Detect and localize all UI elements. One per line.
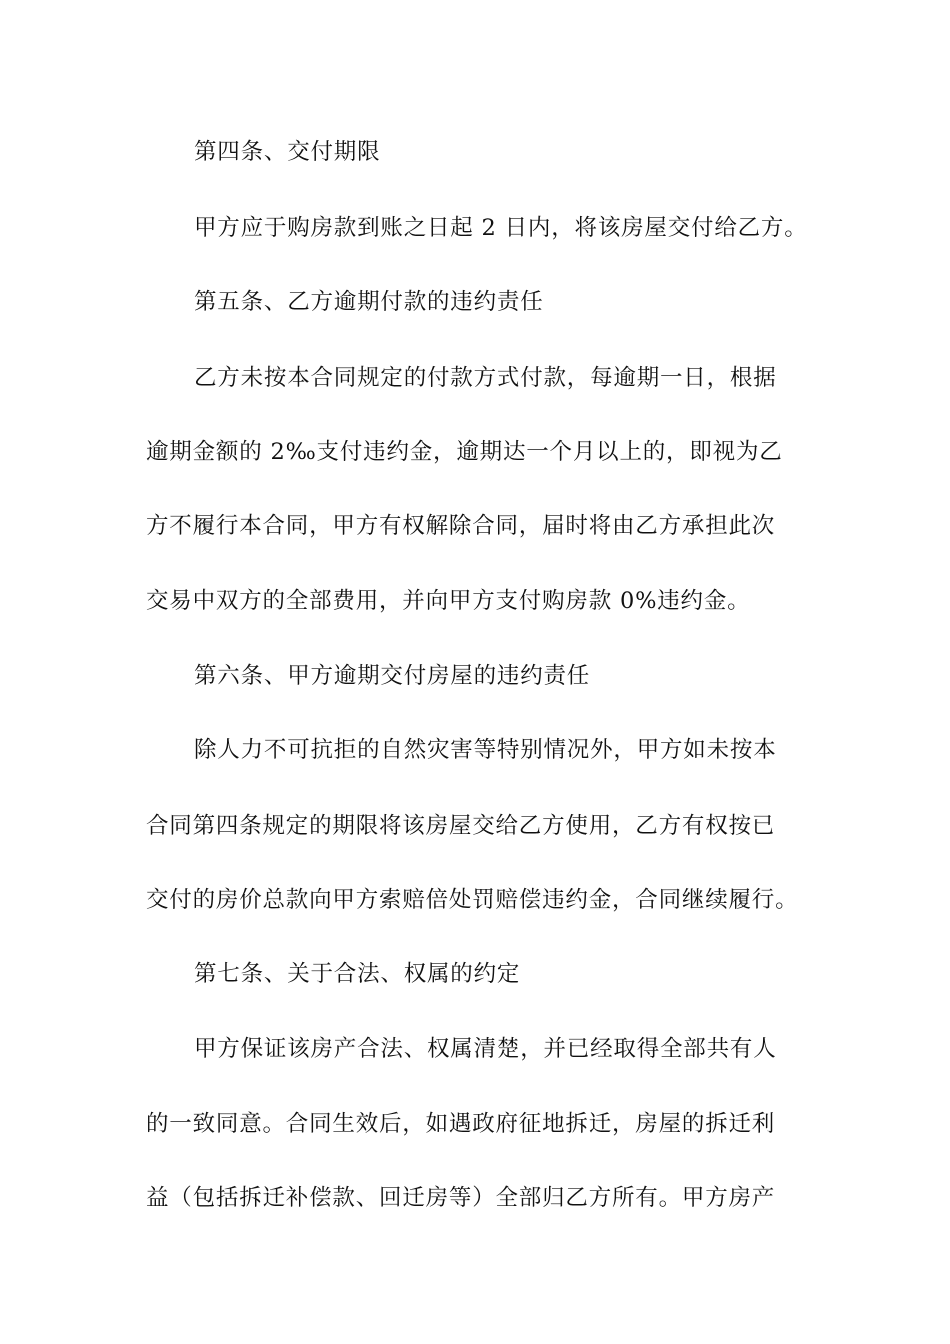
- article-6-heading: 第六条、甲方逾期交付房屋的违约责任: [194, 663, 591, 689]
- article-5-text-line-3: 方不履行本合同，甲方有权解除合同，届时将由乙方承担此次: [146, 513, 776, 539]
- article-5-heading: 第五条、乙方逾期付款的违约责任: [194, 289, 544, 315]
- article-6-text-line-1: 除人力不可抗拒的自然灾害等特别情况外，甲方如未按本: [194, 737, 777, 763]
- article-4-text: 甲方应于购房款到账之日起 2 日内，将该房屋交付给乙方。: [194, 215, 808, 241]
- article-5-text-line-2: 逾期金额的 2‰支付违约金，逾期达一个月以上的，即视为乙: [146, 439, 783, 465]
- article-6-text-line-3: 交付的房价总款向甲方索赔倍处罚赔偿违约金，合同继续履行。: [146, 887, 799, 913]
- article-5-text-line-1: 乙方未按本合同规定的付款方式付款，每逾期一日，根据: [194, 365, 777, 391]
- article-7-text-line-2: 的一致同意。合同生效后，如遇政府征地拆迁，房屋的拆迁利: [146, 1111, 776, 1137]
- article-4-heading: 第四条、交付期限: [194, 139, 381, 165]
- article-7-heading: 第七条、关于合法、权属的约定: [194, 961, 521, 987]
- article-6-text-line-2: 合同第四条规定的期限将该房屋交给乙方使用，乙方有权按已: [146, 813, 776, 839]
- article-7-text-line-3: 益（包括拆迁补偿款、回迁房等）全部归乙方所有。甲方房产: [146, 1185, 776, 1211]
- article-7-text-line-1: 甲方保证该房产合法、权属清楚，并已经取得全部共有人: [194, 1036, 777, 1062]
- article-5-text-line-4: 交易中双方的全部费用，并向甲方支付购房款 0%违约金。: [146, 588, 751, 614]
